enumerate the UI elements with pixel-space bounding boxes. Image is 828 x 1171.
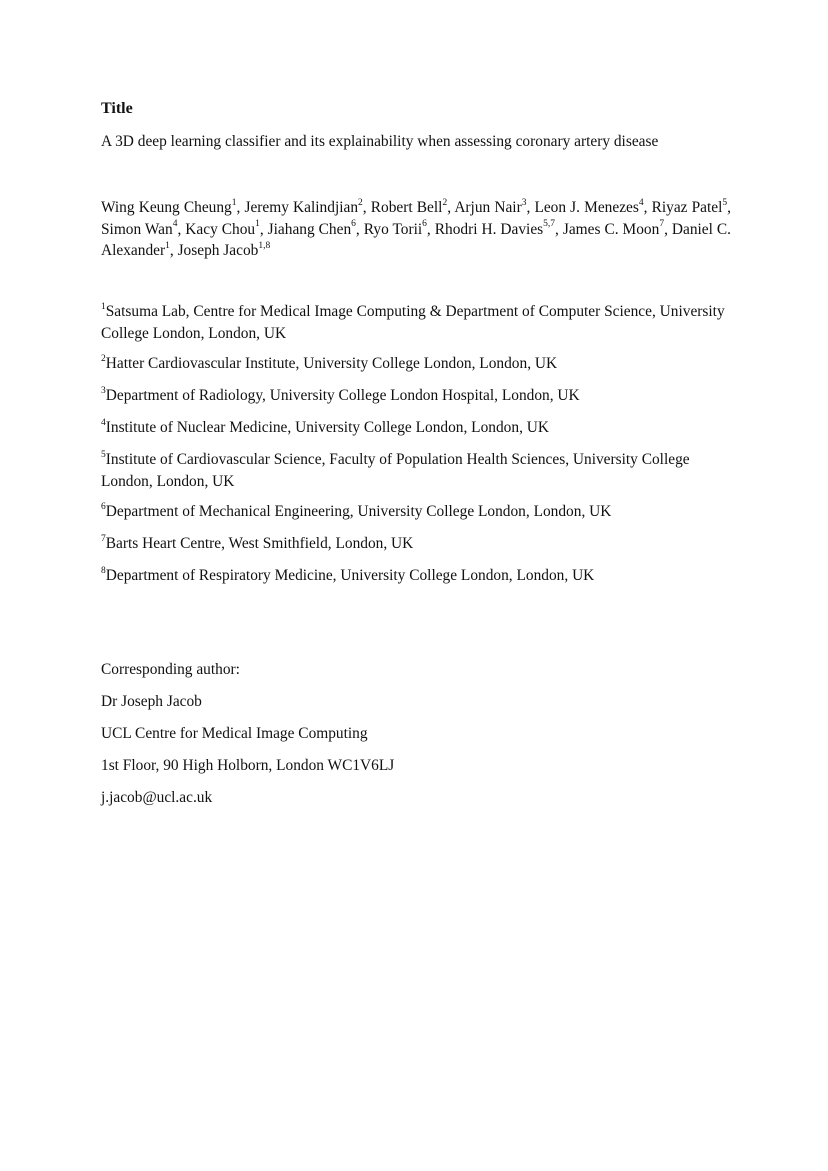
author: Simon Wan$^4$ <box>101 219 178 238</box>
author: Rhodri H. Davies$^{5,7}$ <box>434 219 556 238</box>
affiliation: $^6$Department of Mechanical Engineering, University College London, London, UK <box>101 501 612 520</box>
author-affiliation-mark: 4 <box>172 219 178 230</box>
affiliation: $^7$Barts Heart Centre, West Smithfield, London, UK <box>101 533 414 552</box>
affiliation: $^8$Department of Respiratory Medicine, University College London, London, UK <box>101 565 595 584</box>
author-affiliation-mark: 6 <box>351 219 356 230</box>
author-affiliation-mark: 7 <box>659 219 665 230</box>
author-affiliation-mark: 5,7 <box>543 219 556 230</box>
affiliation-number: 6 <box>101 501 106 512</box>
affiliation: $^1$Satsuma Lab, Centre for Medical Image Computing & Department of Computer Science, University College London, London, UK <box>101 301 725 342</box>
corresponding-institution: UCL Centre for Medical Image Computing <box>101 725 368 742</box>
affiliation-number: 5 <box>101 449 106 460</box>
author: Ryo Torii$^6$ <box>363 219 427 238</box>
author-affiliation-mark: 2 <box>358 197 363 208</box>
author: James C. Moon$^7$ <box>562 219 665 238</box>
author: Daniel C. Alexander$^1$ <box>101 220 731 259</box>
corresponding-label: Corresponding author: <box>101 661 240 678</box>
author: Robert Bell$^2$ <box>370 197 448 216</box>
author-affiliation-mark: 1 <box>255 219 260 230</box>
author-affiliation-mark: 2 <box>442 197 448 208</box>
author: Leon J. Menezes$^4$ <box>534 197 644 216</box>
affiliation: $^4$Institute of Nuclear Medicine, University College London, London, UK <box>101 417 549 436</box>
paper-title: A 3D deep learning classifier and its explainability when assessing coronary artery disease <box>101 132 659 150</box>
corresponding-name: Dr Joseph Jacob <box>101 693 202 710</box>
author-affiliation-mark: 1 <box>165 240 170 251</box>
author: Wing Keung Cheung$^1$ <box>101 197 237 216</box>
author: Jeremy Kalindjian$^2$ <box>244 197 363 216</box>
affiliation: $^3$Department of Radiology, University College London Hospital, London, UK <box>101 385 580 404</box>
author-affiliation-mark: 4 <box>638 197 644 208</box>
affiliation-number: 1 <box>101 301 106 312</box>
affiliation: $^5$Institute of Cardiovascular Science, Faculty of Population Health Sciences, University College London, London, UK <box>101 449 690 490</box>
author-list: Wing Keung Cheung$^1$, Jeremy Kalindjian$^2$, Robert Bell$^2$, Arjun Nair$^3$, Leon J. Menezes$^4$, Riyaz Patel$^5$, Simon Wan$^4$, Kacy Chou$^1$, Jiahang Chen$^6$, Ryo Torii$^6$, Rhodri H. Davies$^{5,7}$, James C. Moon$^7$, Daniel C. Alexander$^1$, Joseph Jacob$^{1,8}$ <box>101 197 732 259</box>
corresponding-address: 1st Floor, 90 High Holborn, London WC1V6LJ <box>101 757 395 774</box>
author-affiliation-mark: 1,8 <box>258 240 271 251</box>
author-affiliation-mark: 6 <box>422 219 427 230</box>
author: Arjun Nair$^3$ <box>454 197 527 216</box>
author-affiliation-mark: 5 <box>722 197 728 208</box>
affiliation: $^2$Hatter Cardiovascular Institute, University College London, London, UK <box>101 353 558 372</box>
author: Kacy Chou$^1$ <box>185 219 260 238</box>
affiliation-number: 2 <box>101 353 106 364</box>
section-heading: Title <box>101 100 133 117</box>
affiliation-number: 8 <box>101 565 106 576</box>
author: Riyaz Patel$^5$ <box>651 197 728 216</box>
affiliation-number: 3 <box>101 385 106 396</box>
author: Jiahang Chen$^6$ <box>267 219 356 238</box>
author-affiliation-mark: 3 <box>521 197 527 208</box>
corresponding-email[interactable]: j.jacob@ucl.ac.uk <box>101 789 213 806</box>
affiliation-number: 7 <box>101 533 106 544</box>
author-affiliation-mark: 1 <box>231 197 237 208</box>
affiliation-number: 4 <box>101 417 106 428</box>
title-page-content <box>101 98 732 806</box>
author: Joseph Jacob$^{1,8}$ <box>177 240 271 259</box>
